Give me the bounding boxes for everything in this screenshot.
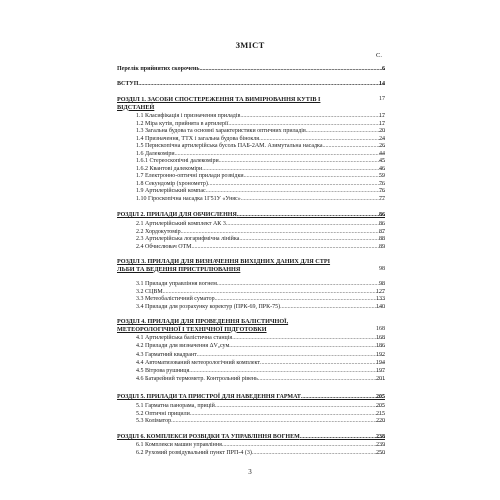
toc-section-1-page: 17 [379, 96, 385, 102]
page-number: 3 [248, 468, 252, 476]
toc-item[interactable]: 2.2 Хордокутомір ..... 87 [136, 229, 385, 236]
toc-item[interactable]: 5.1 Гарматна панорама, прицій ..... 205 [136, 403, 385, 410]
toc-section-6-heading[interactable]: РОЗДІЛ 6. КОМПЛЕКСИ РОЗВІДКИ ТА УПРАВЛІННЯ ВОГНЕМ ..... 238 [117, 434, 385, 441]
toc-section-3-heading[interactable]: РОЗДІЛ 3. ПРИЛАДИ ДЛЯ ВИЗНАЧЕННЯ ВИХІДНИХ ДАНИХ ДЛЯ СТРІ ЛЬБИ ТА ВЕДЕННЯ ПРИСТРІЛЮВАННЯ [117, 258, 331, 273]
toc-section-4-heading[interactable]: РОЗДІЛ 4. ПРИЛАДИ ДЛЯ ПРОВЕДЕННЯ БАЛІСТИЧНОЇ, МЕТЕОРОЛОГІЧНОЇ І ТЕХНІЧНОЇ ПІДГОТОВКИ [117, 318, 289, 333]
toc-item[interactable]: 1.7 Електронно-оптичні прилади розвідки ..... 59 [136, 173, 385, 180]
toc-section-4-page: 168 [376, 326, 385, 332]
toc-item[interactable]: 1.10 Гіроскопічна насадка 1Г51У «Уняс» ..... 77 [136, 196, 385, 203]
toc-section-1-heading[interactable]: РОЗДІЛ 1. ЗАСОБИ СПОСТЕРЕЖЕННЯ ТА ВИМІРЮВАННЯ КУТІВ І ВІДСТАНЕЙ [117, 96, 321, 111]
toc-item[interactable]: 1.8 Секундомір (хронометр) ..... 76 [136, 181, 385, 188]
toc-item[interactable]: 1.1 Класифікація і призначення приладів ..... 17 [136, 113, 385, 120]
toc-item[interactable]: 6.1 Комплекси машин управління ..... 239 [136, 442, 385, 449]
toc-item[interactable]: 4.5 Вітрова рушниця ..... 197 [136, 368, 385, 375]
toc-item[interactable]: 4.1 Артилерійська балістична станція ..... 168 [136, 335, 385, 342]
toc-item[interactable]: 1.6.1 Стереоскопічні далекоміри ..... 45 [136, 158, 385, 165]
toc-section-5-heading[interactable]: РОЗДІЛ 5. ПРИЛАДИ ТА ПРИСТРОЇ ДЛЯ НАВЕДЕННЯ ГАРМАТ ..... 205 [117, 394, 385, 401]
toc-entry-intro[interactable]: ВСТУП ..... 14 [117, 81, 385, 88]
toc-item[interactable]: 4.2 Прилади для визначення ΔV₀сум ..... 186 [136, 343, 385, 350]
toc-item[interactable]: 5.3 Коліматор ..... 220 [136, 418, 385, 425]
toc-item[interactable]: 3.1 Прилади управління вогнем ..... 98 [136, 281, 385, 288]
toc-entry-abbreviations[interactable]: Перелік прийнятих скорочень ..... 6 [117, 66, 385, 73]
toc-item[interactable]: 1.6 Далекоміри ..... 44 [136, 151, 385, 158]
toc-item[interactable]: 3.4 Прилади для розрахунку коректур (ПРК-69, ПРК-75) ..... 140 [136, 304, 385, 311]
toc-item[interactable]: 3.3 Метеобалістичний суматор ..... 133 [136, 296, 385, 303]
toc-item[interactable]: 1.2 Міра кутів, прийнята в артилерії ..... 17 [136, 121, 385, 128]
toc-item[interactable]: 1.3 Загальна будова та основні характеристики оптичних приладів ..... 20 [136, 128, 385, 135]
toc-item[interactable]: 1.9 Артилерійський компас ..... 76 [136, 188, 385, 195]
toc-item[interactable]: 4.3 Гарматний квадрант ..... 192 [136, 352, 385, 359]
pages-column-label: С. [376, 52, 382, 59]
toc-item[interactable]: 3.2 СЦВМ ..... 127 [136, 289, 385, 296]
toc-item[interactable]: 1.5 Перископічна артилерійська бусоль ПАБ-2АМ. Азимутальна насадка ..... 26 [136, 143, 385, 150]
toc-item[interactable]: 4.4 Автоматизований метеорологічний комплект ..... 194 [136, 360, 385, 367]
toc-item[interactable]: 5.2 Оптичні прицили ..... 215 [136, 411, 385, 418]
page-title: ЗМІСТ [235, 40, 265, 50]
toc-item[interactable]: 2.3 Артилерійська логарифмічна лінійка ..... 88 [136, 236, 385, 243]
toc-section-3-page: 98 [379, 266, 385, 272]
toc-section-2-heading[interactable]: РОЗДІЛ 2. ПРИЛАДИ ДЛЯ ОБЧИСЛЕННЯ ..... 86 [117, 212, 385, 219]
toc-item[interactable]: 6.2 Рухомий розвідувальний пункт ПРП-4 (3) ..... 250 [136, 450, 385, 457]
toc-item[interactable]: 2.1 Артилерійський комплект АК 3 ..... 86 [136, 221, 385, 228]
toc-item[interactable]: 4.6 Батарейний термометр. Контрольний рівень ..... 201 [136, 376, 385, 383]
toc-item[interactable]: 2.4 Обчислювач ОТМ ..... 89 [136, 244, 385, 251]
toc-item[interactable]: 1.6.2 Квантові далекоміри ..... 46 [136, 166, 385, 173]
toc-item[interactable]: 1.4 Призначення, ТТХ і загальна будова бінокля ..... 24 [136, 136, 385, 143]
